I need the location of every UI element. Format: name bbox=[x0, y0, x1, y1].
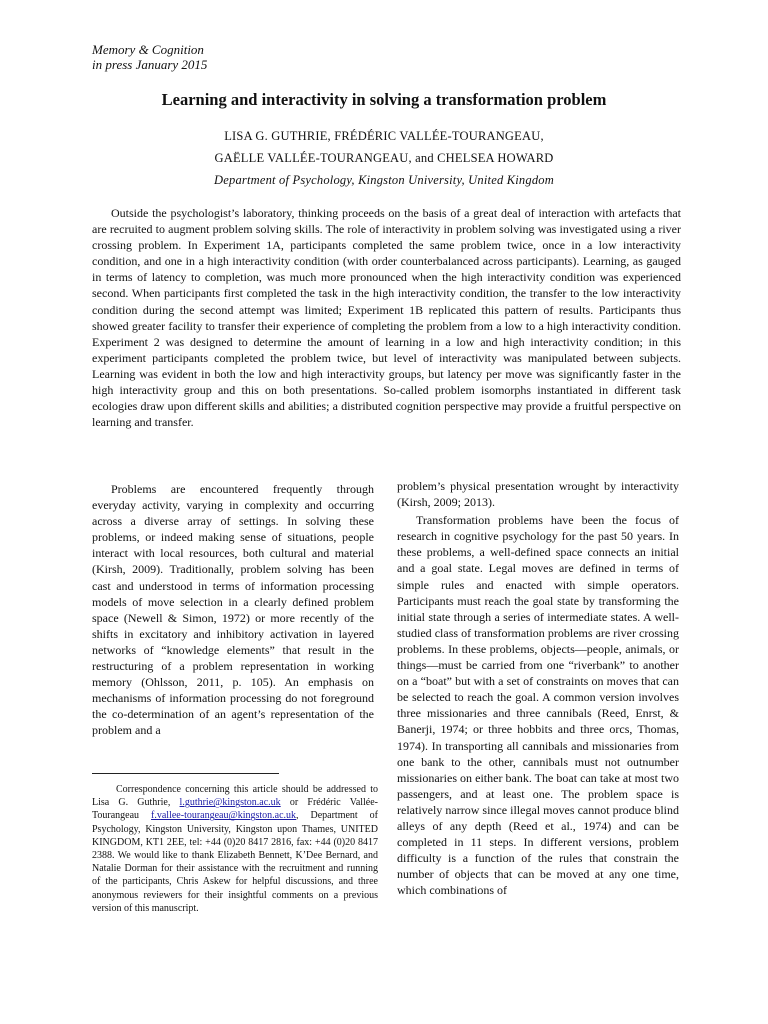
author-block bbox=[0, 125, 768, 191]
correspondence-footnote bbox=[92, 783, 378, 915]
affiliation: Department of Psychology, Kingston University, United Kingdom bbox=[214, 173, 554, 187]
continuation-paragraph: problem’s physical presentation wrought by interactivity (Kirsh, 2009; 2013). bbox=[397, 479, 679, 510]
journal-header bbox=[92, 42, 207, 72]
footnote-text-3: , Department of Psychology, Kingston University, Kingston upon Thames, UNITED KINGDOM, KT1 2EE, tel: +44 (0)20 8417 2816, fax: +44 (0)20 8417 2388. We would like to thank Elizabeth Bennett, K’Dee Bernard, and Natalie Dorman for their assistance with the recruitment and running of the participants, Chris Askew for helpful discussions, and three anonymous reviewers for their insightful comments on a previous version of this manuscript. bbox=[92, 810, 378, 914]
body-column-right bbox=[397, 478, 679, 898]
paper-title: Learning and interactivity in solving a transformation problem bbox=[161, 90, 607, 109]
abstract: Outside the psychologist’s laboratory, thinking proceeds on the basis of a great deal of interaction with artefacts that are recruited to augment problem solving skills. The role of interactivity in problem solving was investigated using a river crossing problem. In Experiment 1A, participants completed the same problem twice, once in a low interactivity condition, and one in a high interactivity condition (with order counterbalanced across participants). Learning, as gauged in terms of latency to completion, was much more pronounced when the high interactivity condition was experienced second. When participants first completed the task in the high interactivity condition, the transfer to the low interactivity condition during the second attempt was limited; Experiment 1B replicated this pattern of results. Participants thus showed greater facility to transfer their experience of completing the problem from a low to a high interactivity condition. Experiment 2 was designed to determine the amount of learning in a low and high interactivity condition; in this experiment participants completed the problem twice, but level of interactivity was manipulated between subjects. Learning was evident in both the low and high interactivity groups, but latency per move was significantly faster in the high interactivity group and this on both presentations. So-called problem isomorphs instantiated in different task ecologies draw upon different skills and abilities; a distributed cognition perspective may provide a fruitful perspective on learning and transfer. bbox=[92, 206, 681, 430]
footnote-text-1: Correspondence concerning this article should be addressed to Lisa G. Guthrie, bbox=[92, 784, 378, 809]
publication-status: in press January 2015 bbox=[92, 57, 208, 72]
authors-line-2: GAËLLE VALLÉE-TOURANGEAU, and CHELSEA HOWARD bbox=[214, 151, 554, 165]
body-column-left bbox=[92, 481, 374, 739]
transformation-paragraph: Transformation problems have been the focus of research in cognitive psychology for the past 50 years. In these problems, a well-defined space connects an initial and a goal state. Legal moves are defined in terms of simple rules and enacted with simple operators. Participants must reach the goal state by transforming the initial state through a series of intermediate states. A well-studied class of transformation problems are river crossing problems. In these problems, objects—people, animals, or things—must be carried from one “riverbank” to another on a “boat” but with a set of constraints on moves that can be selected to reach the goal. A common version involves three missionaries and three cannibals (Reed, Enrst, & Banerji, 1974; or three hobbits and three orcs, Thomas, 1974). In transporting all cannibals and missionaries from one bank to the other, cannibals must not outnumber missionaries on either bank. The boat can take at most two passengers, and at least one. The problem space is relatively narrow since illegal moves cannot produce blind alleys of any depth (Reed et al., 1974) and can be completed in 11 steps. In different versions, problem difficulty is a function of the rules that constrain the number of objects that can be moved at any one time, which combinations of bbox=[397, 513, 679, 898]
footnote-separator bbox=[92, 773, 279, 774]
email-link-guthrie[interactable]: l.guthrie@kingston.ac.uk bbox=[179, 797, 281, 809]
footnote-text-2: or Frédéric Vallée-Tourangeau bbox=[92, 797, 379, 822]
intro-paragraph: Problems are encountered frequently through everyday activity, varying in complexity and occurring across a diverse array of settings. In solving these problems, or indeed making sense of situations, people interact with local resources, both cultural and material (Kirsh, 2009). Traditionally, problem solving has been cast and understood in terms of information processing models of move selection in a clearly defined problem space (Newell & Simon, 1972) or more recently of the shifts in excitatory and inhibitory activation in layered networks of “knowledge elements” that result in the restructuring of a problem representation in working memory (Ohlsson, 2011, p. 105). An emphasis on mechanisms of information processing do not foreground the co-determination of an agent’s representation of the problem and a bbox=[92, 482, 374, 738]
email-link-vallee-tourangeau[interactable]: f.vallee-tourangeau@kingston.ac.uk bbox=[151, 810, 297, 822]
authors-line-1: LISA G. GUTHRIE, FRÉDÉRIC VALLÉE-TOURANGEAU, bbox=[224, 129, 544, 143]
journal-name: Memory & Cognition bbox=[92, 42, 204, 57]
